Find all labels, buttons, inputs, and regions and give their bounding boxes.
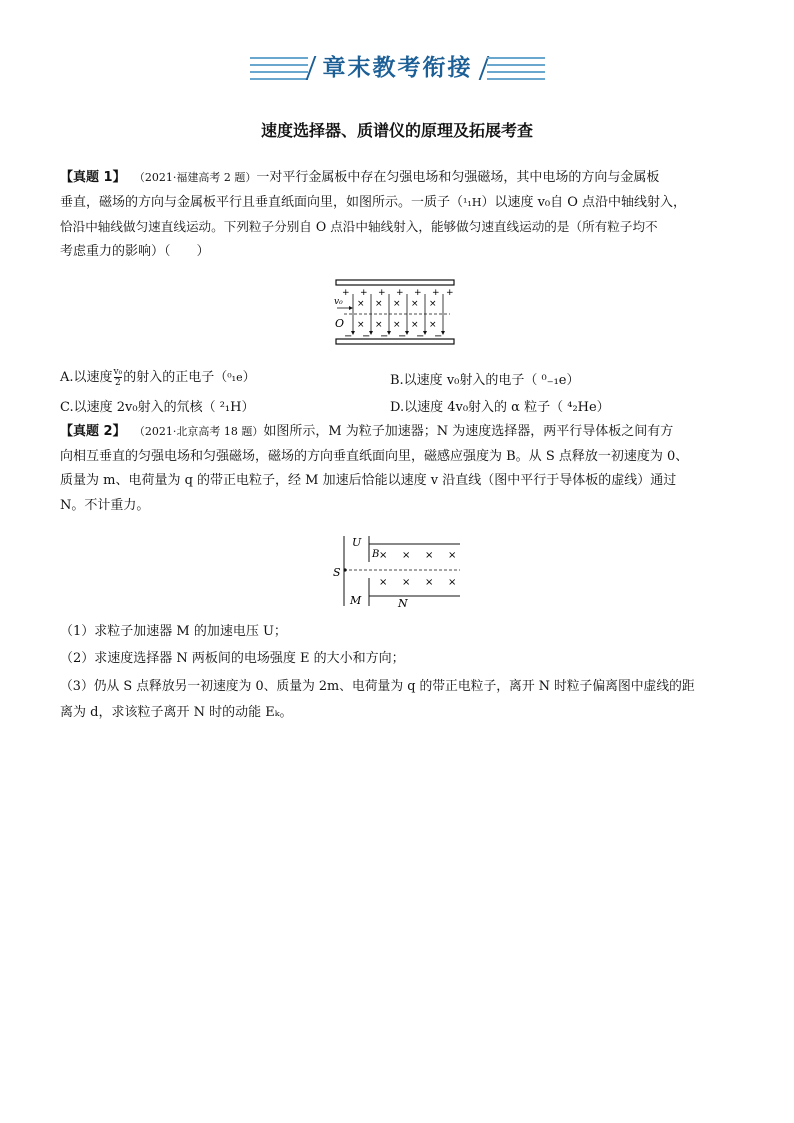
- q2-sub1: （1）求粒子加速器 M 的加速电压 U；: [60, 624, 287, 639]
- option-d: D.以速度 4v₀射入的 α 粒子（ ⁴₂He）: [390, 400, 610, 415]
- option-c: C.以速度 2v₀射入的氘核（ ²₁H）: [60, 400, 255, 415]
- q2-stem: [60, 420, 740, 518]
- svg-text:×: ×: [448, 577, 457, 588]
- q1-text-line4: 考虑重力的影响）（ ）: [60, 243, 210, 259]
- plus-signs: [342, 288, 454, 298]
- svg-text:+: +: [396, 288, 404, 298]
- q2-text-line1: 如图所示，M 为粒子加速器；N 为速度选择器，两平行导体板之间有方: [263, 424, 674, 439]
- q2-sub3-line1: （3）仍从 S 点释放另一初速度为 0、质量为 2m、电荷量为 q 的带正电粒子，离开 N 时粒子偏离图中虚线的距: [60, 679, 695, 694]
- minus-signs: [344, 331, 442, 342]
- q1-text-line2: 垂直，磁场的方向与金属板平行且垂直纸面向里，如图所示。一质子（: [60, 194, 464, 210]
- svg-text:×: ×: [357, 299, 365, 309]
- section-title: 速度选择器、质谱仪的原理及拓展考查: [260, 121, 533, 140]
- svg-text:−: −: [398, 331, 407, 342]
- q2-magnetic-crosses: [379, 550, 456, 588]
- svg-text:×: ×: [425, 550, 434, 561]
- svg-text:×: ×: [425, 577, 434, 588]
- svg-text:−: −: [416, 331, 425, 342]
- svg-text:−: −: [362, 331, 371, 342]
- svg-text:×: ×: [402, 550, 411, 561]
- svg-text:×: ×: [411, 299, 419, 309]
- q2-text-line4: N。不计重力。: [60, 497, 150, 513]
- svg-text:+: +: [446, 288, 454, 298]
- svg-text:×: ×: [429, 320, 437, 330]
- q2-sub3-line2: 离为 d，求该粒子离开 N 时的动能 Eₖ。: [60, 705, 293, 720]
- svg-text:×: ×: [379, 577, 388, 588]
- q2-sub2: （2）求速度选择器 N 两板间的电场强度 E 的大小和方向；: [60, 651, 405, 666]
- svg-text:×: ×: [375, 320, 383, 330]
- option-a: A.以速度 $\frac{\text{v₀}}{2}$ 的射入的正电子（⁰₁e）: [60, 367, 256, 388]
- q1-tag: 【真题 1】: [60, 170, 126, 185]
- q2-text-line3: 质量为 m、电荷量为 q 的带正电粒子，经 M 加速后恰能以速度 v 沿直线（图中平行于导体板的虚线）通过: [60, 473, 677, 488]
- q2-text-line2: 向相互垂直的匀强电场和匀强磁场，磁场的方向垂直纸面向里，磁感应强度为 B。从 S 点释放一初速度为 0、: [60, 448, 689, 464]
- svg-text:+: +: [378, 288, 386, 298]
- q1-text-line1: 一对平行金属板中存在匀强电场和匀强磁场，其中电场的方向与金属板: [256, 170, 660, 185]
- chapter-banner: [250, 52, 545, 84]
- svg-text:×: ×: [448, 550, 457, 561]
- top-plate: [336, 280, 454, 285]
- velocity-selector-figure: [322, 272, 462, 352]
- o-label: O: [335, 317, 345, 330]
- svg-text:+: +: [414, 288, 422, 298]
- banner-right-stripes: [487, 52, 545, 84]
- source-point: [343, 568, 346, 571]
- svg-text:−: −: [380, 331, 389, 342]
- b-label: B: [372, 549, 380, 560]
- q2-tag: 【真题 2】: [60, 424, 126, 439]
- svg-text:−: −: [434, 331, 443, 342]
- svg-text:×: ×: [393, 299, 401, 309]
- v0-arrowhead: [349, 306, 353, 310]
- svg-text:×: ×: [379, 550, 388, 561]
- svg-text:−: −: [344, 331, 353, 342]
- svg-text:×: ×: [393, 320, 401, 330]
- q2-source: （2021·北京高考 18 题）: [133, 425, 264, 438]
- svg-text:+: +: [432, 288, 440, 298]
- q1-text-line3: 恰沿中轴线做匀速直线运动。下列粒子分别自 O 点沿中轴线射入，能够做匀速直线运动的是（所有粒子均不: [60, 219, 658, 234]
- svg-text:×: ×: [402, 577, 411, 588]
- m-label: M: [350, 594, 362, 607]
- accelerator-selector-figure: [328, 532, 468, 612]
- q1-stem: [60, 166, 740, 264]
- svg-text:+: +: [360, 288, 368, 298]
- svg-text:×: ×: [375, 299, 383, 309]
- svg-text:×: ×: [357, 320, 365, 330]
- svg-text:+: +: [342, 288, 350, 298]
- banner-title: 章末教考衔接: [322, 54, 473, 81]
- u-label: U: [352, 536, 362, 549]
- q1-source: （2021·福建高考 2 题）: [133, 171, 257, 184]
- s-label: S: [333, 566, 341, 579]
- banner-left-stripes: [250, 52, 308, 84]
- svg-text:×: ×: [429, 299, 437, 309]
- q1-text-line2b: ）以速度 v₀自 O 点沿中轴线射入，: [481, 194, 687, 210]
- svg-text:×: ×: [411, 320, 419, 330]
- q1-proton-symbol: ¹₁H: [463, 195, 482, 209]
- n-label: N: [398, 597, 408, 610]
- v0-label: v₀: [334, 297, 343, 307]
- option-b: B.以速度 v₀射入的电子（ ⁰₋₁e）: [390, 373, 580, 388]
